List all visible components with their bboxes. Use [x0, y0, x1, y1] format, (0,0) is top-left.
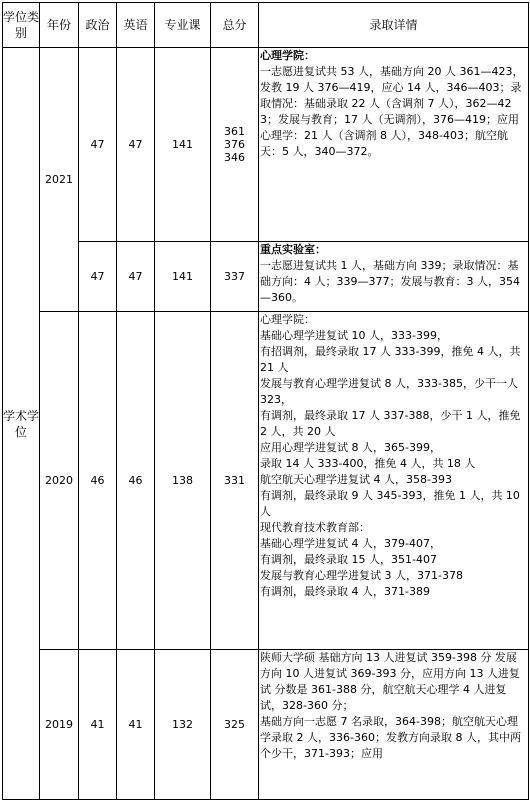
header-english: 英语: [117, 3, 155, 48]
detail-line: 航空航天心理学进复试 4 人，358-393: [260, 473, 452, 486]
table-row: [3, 312, 529, 650]
total-cell: [211, 48, 259, 242]
total-cell: [211, 312, 259, 650]
header-politics: 政治: [79, 3, 117, 48]
detail-text: 一志愿进复试共 53 人，基础方向 20 人 361—423，发教 19 人 376—419，应心 14 人，346—403；录取情况：基础录取 22 人（含调剂 7 人），362—423；发展与教育；17 人（无调剂），376—419；应用心理学：21 人（含调剂 8 人），348-403；航空航天：5 人，340—372。: [260, 65, 524, 158]
total-score-value: 337: [224, 270, 245, 283]
detail-title: 心理学院：: [260, 49, 315, 62]
english-cell: 46: [117, 312, 155, 650]
detail-line: 基础心理学进复试 10 人，333-399，: [260, 329, 448, 342]
total-cell: [211, 242, 259, 312]
year-cell: 2019: [40, 650, 79, 800]
english-cell: 47: [117, 48, 155, 242]
total-score-value: 331: [224, 474, 245, 487]
detail-line: 现代教育技术教育部：: [260, 521, 370, 534]
header-major-course: 专业课: [155, 3, 211, 48]
admission-table: [2, 2, 529, 800]
detail-line: 有调剂，最终录取 9 人 345-393，推免 1 人，共 10 人: [260, 489, 520, 518]
detail-title: 重点实验室：: [260, 243, 326, 256]
major-cell: 138: [155, 312, 211, 650]
header-row: [3, 3, 529, 48]
header-admission-details: 录取详情: [259, 3, 529, 48]
detail-line: 基础方向一志愿 7 名录取，364-398；航空航天心理学录取 2 人，336-360；发教方向录取 8 人，其中两个少干，371-393；应用: [260, 715, 521, 760]
total-score-value: 346: [224, 151, 245, 164]
header-degree-type: 学位类别: [3, 3, 40, 48]
total-score-value: 376: [224, 138, 245, 151]
table-row: [3, 48, 529, 242]
total-score-value: 325: [224, 718, 245, 731]
detail-line: 发展与教育心理学进复试 8 人，333-385，少干一人 323，: [260, 377, 518, 406]
detail-line: 有招调剂，最终录取 17 人 333-399，推免 4 人，共 21 人: [260, 345, 521, 374]
detail-cell: [259, 242, 529, 312]
major-cell: 141: [155, 48, 211, 242]
politics-cell: 47: [79, 242, 117, 312]
detail-line: 陕师大学硕 基础方向 13 人进复试 359-398 分 发展方向 10 人进复试 369-393 分，应用方向 13 人进复试 分数是 361-388 分，航空航天心理学 4 人进复试，328-360 分；: [260, 651, 520, 712]
politics-cell: 41: [79, 650, 117, 800]
major-cell: 141: [155, 242, 211, 312]
detail-cell: [259, 650, 529, 800]
politics-cell: 47: [79, 48, 117, 242]
degree-category: 学术学位: [3, 48, 40, 800]
total-score-value: 361: [224, 125, 245, 138]
total-cell: [211, 650, 259, 800]
detail-line: 有调剂，最终录取 17 人 337-388，少干 1 人，推免 2 人，共 20 人: [260, 409, 521, 438]
table-row: [3, 242, 529, 312]
table-row: [3, 650, 529, 800]
header-year: 年份: [40, 3, 79, 48]
year-cell: 2020: [40, 312, 79, 650]
detail-text: 一志愿进复试共 1 人，基础方向 339；录取情况：基础方向：4 人；339—377；发展与教育：3 人，354—360。: [260, 259, 520, 304]
english-cell: 41: [117, 650, 155, 800]
detail-line: 心理学院：: [260, 313, 315, 326]
detail-line: 应用心理学进复试 8 人，365-399，: [260, 441, 441, 454]
detail-line: 有调剂，最终录取 15 人，351-407: [260, 553, 437, 566]
detail-cell: [259, 312, 529, 650]
major-cell: 132: [155, 650, 211, 800]
year-cell: 2021: [40, 48, 79, 312]
detail-line: 发展与教育心理学进复试 3 人，371-378: [260, 569, 463, 582]
header-total-score: 总分: [211, 3, 259, 48]
detail-line: 录取 14 人 333-400，推免 4 人，共 18 人: [260, 457, 476, 470]
detail-cell: [259, 48, 529, 242]
detail-line: 基础心理学进复试 4 人，379-407，: [260, 537, 441, 550]
english-cell: 47: [117, 242, 155, 312]
politics-cell: 46: [79, 312, 117, 650]
detail-line: 有调剂，最终录取 4 人，371-389: [260, 585, 430, 598]
